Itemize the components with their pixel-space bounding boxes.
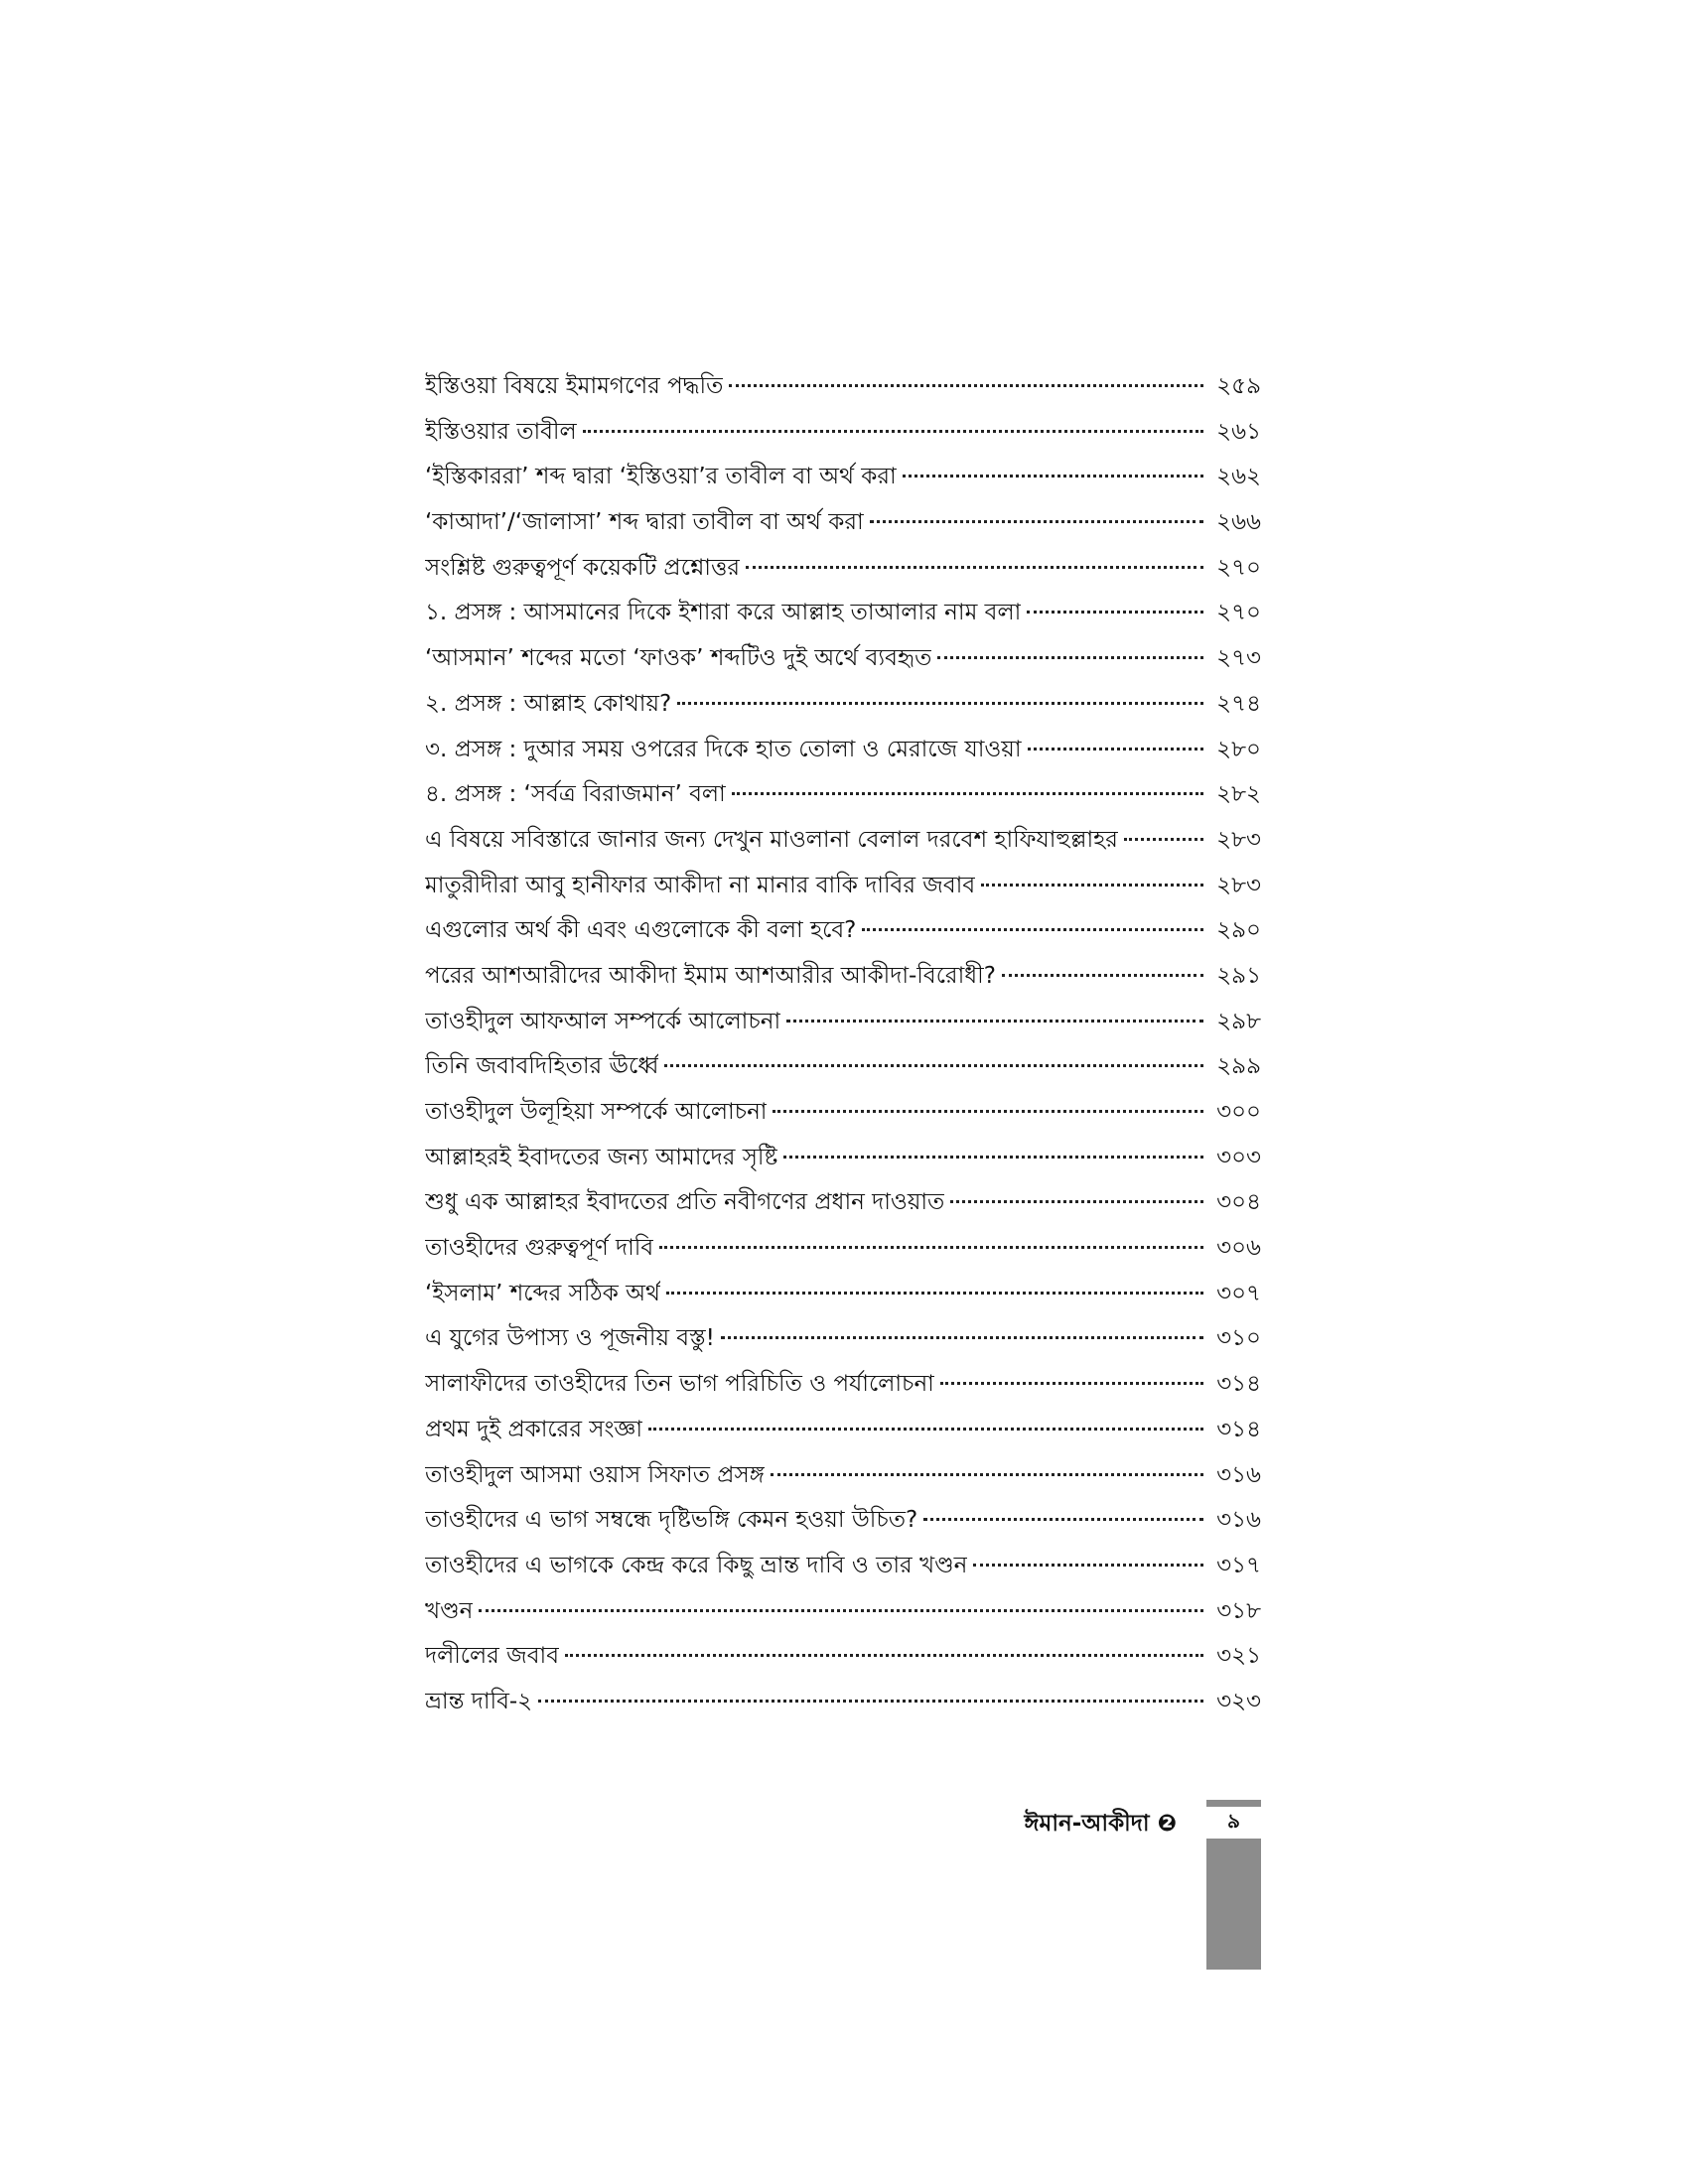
toc-entry-title: মাতুরীদীরা আবু হানীফার আকীদা না মানার বাকি দাবির জবাব (425, 872, 976, 898)
toc-entry (425, 1229, 1261, 1275)
toc-dot-leader (1027, 611, 1203, 614)
toc-dot-leader (1002, 974, 1203, 977)
toc-entry (425, 503, 1261, 549)
toc-dot-leader (479, 1609, 1203, 1612)
toc-entry-title: এ বিষয়ে সবিস্তারে জানার জন্য দেখুন মাওলানা বেলাল দরবেশ হাফিযাহুল্লাহর (425, 826, 1118, 853)
toc-entry (425, 1501, 1261, 1547)
toc-entry-title: তাওহীদের এ ভাগকে কেন্দ্র করে কিছু ভ্রান্ত দাবি ও তার খণ্ডন (425, 1552, 968, 1578)
toc-entry (425, 775, 1261, 821)
toc-entry-title: সালাফীদের তাওহীদের তিন ভাগ পরিচিতি ও পর্যালোচনা (425, 1371, 934, 1398)
toc-entry (425, 1411, 1261, 1456)
toc-dot-leader (937, 656, 1203, 659)
toc-entry (425, 1592, 1261, 1638)
toc-entry-page: ২৭০ (1216, 600, 1261, 626)
toc-entry-page: ৩১৪ (1216, 1371, 1261, 1398)
toc-entry-title: ‘আসমান’ শব্দের মতো ‘ফাওক’ শব্দটিও দুই অর্থে ব্যবহৃত (425, 645, 932, 672)
toc-entry (425, 731, 1261, 776)
toc-entry-title: ভ্রান্ত দাবি-২ (425, 1688, 533, 1714)
toc-dot-leader (729, 384, 1203, 387)
toc-dot-leader (950, 1200, 1203, 1203)
toc-entry (425, 1365, 1261, 1411)
toc-dot-leader (786, 1020, 1203, 1023)
toc-dot-leader (666, 1292, 1203, 1295)
toc-entry-page: ৩০৭ (1216, 1280, 1261, 1306)
toc-dot-leader (783, 1156, 1203, 1159)
toc-entry (425, 1319, 1261, 1365)
toc-entry (425, 1683, 1261, 1728)
toc-entry-title: এগুলোর অর্থ কী এবং এগুলোকে কী বলা হবে? (425, 917, 857, 944)
toc-dot-leader (870, 520, 1203, 523)
toc-entry (425, 367, 1261, 413)
toc-entry-page: ২৯৯ (1216, 1053, 1261, 1080)
toc-entry-title: তাওহীদুল আফআল সম্পর্কে আলোচনা (425, 1008, 781, 1034)
toc-entry-page: ২৮২ (1216, 781, 1261, 808)
toc-entry-page: ৩১৪ (1216, 1416, 1261, 1442)
toc-entry (425, 821, 1261, 867)
toc-entry-page: ২৭৩ (1216, 645, 1261, 672)
toc-entry-title: ‘ইসলাম’ শব্দের সঠিক অর্থ (425, 1280, 660, 1306)
toc-dot-leader (903, 475, 1203, 478)
toc-entry (425, 458, 1261, 503)
toc-entry-page: ৩১৬ (1216, 1461, 1261, 1488)
toc-entry-title: তাওহীদের এ ভাগ সম্বন্ধে দৃষ্টিভঙ্গি কেমন হওয়া উচিত? (425, 1507, 918, 1534)
toc-dot-leader (538, 1700, 1203, 1703)
toc-entry-page: ৩০৬ (1216, 1235, 1261, 1262)
toc-entry-page: ২৯৮ (1216, 1008, 1261, 1034)
toc-dot-leader (862, 928, 1203, 931)
toc-entry-page: ৩০০ (1216, 1099, 1261, 1125)
toc-entry-title: ইস্তিওয়ার তাবীল (425, 418, 577, 445)
running-footer-title: ঈমান-আকীদা ❷ (1024, 1811, 1177, 1837)
toc-entry (425, 413, 1261, 459)
toc-entry (425, 867, 1261, 912)
toc-entry-page: ২৮৩ (1216, 826, 1261, 853)
toc-entry-page: ৩০৪ (1216, 1189, 1261, 1216)
toc-dot-leader (1124, 838, 1203, 841)
toc-entry (425, 594, 1261, 639)
toc-entry (425, 1047, 1261, 1093)
toc-entry-title: ‘ইস্তিকাররা’ শব্দ দ্বারা ‘ইস্তিওয়া’র তাবীল বা অর্থ করা (425, 464, 897, 490)
toc-entry-title: ২. প্রসঙ্গ : আল্লাহ কোথায়? (425, 690, 672, 717)
toc-dot-leader (659, 1246, 1203, 1249)
toc-entry-page: ২৬২ (1216, 464, 1261, 490)
toc-entry (425, 549, 1261, 595)
toc-entry-page: ২৯০ (1216, 917, 1261, 944)
toc-dot-leader (732, 792, 1203, 795)
toc-entry-title: এ যুগের উপাস্য ও পূজনীয় বস্তু! (425, 1325, 715, 1352)
toc-entry-page: ৩১৮ (1216, 1597, 1261, 1624)
toc-entry (425, 1139, 1261, 1184)
toc-entry (425, 1547, 1261, 1592)
toc-dot-leader (923, 1518, 1203, 1521)
toc-entry-page: ২৭৪ (1216, 690, 1261, 717)
toc-entry-page: ২৭০ (1216, 554, 1261, 581)
toc-entry (425, 685, 1261, 731)
toc-dot-leader (981, 884, 1203, 887)
toc-entry (425, 1456, 1261, 1502)
toc-entry-page: ২৯১ (1216, 962, 1261, 989)
toc-dot-leader (648, 1428, 1203, 1431)
toc-entry-page: ২৬৬ (1216, 509, 1261, 536)
toc-entry-title: ৩. প্রসঙ্গ : দুআর সময় ওপরের দিকে হাত তোলা ও মেরাজে যাওয়া (425, 736, 1022, 762)
toc-entry-page: ২৫৯ (1216, 373, 1261, 399)
toc-dot-leader (677, 702, 1203, 705)
toc-entry-title: সংশ্লিষ্ট গুরুত্বপূর্ণ কয়েকটি প্রশ্নোত্তর (425, 554, 741, 581)
toc-entry (425, 639, 1261, 685)
toc-dot-leader (583, 430, 1203, 433)
toc-entry-page: ৩১৭ (1216, 1552, 1261, 1578)
toc-dot-leader (940, 1382, 1203, 1385)
toc-dot-leader (565, 1654, 1203, 1657)
table-of-contents (425, 367, 1261, 1728)
toc-dot-leader (1028, 748, 1203, 751)
toc-entry (425, 911, 1261, 957)
toc-entry-page: ৩২৩ (1216, 1688, 1261, 1714)
toc-entry-title: দলীলের জবাব (425, 1643, 559, 1670)
toc-entry-title: ১. প্রসঙ্গ : আসমানের দিকে ইশারা করে আল্লাহ তাআলার নাম বলা (425, 600, 1022, 626)
toc-entry-page: ৩২১ (1216, 1643, 1261, 1670)
toc-entry-title: তাওহীদুল উলূহিয়া সম্পর্কে আলোচনা (425, 1099, 768, 1125)
page-number: ৯ (1227, 1809, 1240, 1833)
toc-entry-title: পরের আশআরীদের আকীদা ইমাম আশআরীর আকীদা-বিরোধী? (425, 962, 996, 989)
toc-entry (425, 1275, 1261, 1320)
toc-entry-title: শুধু এক আল্লাহর ইবাদতের প্রতি নবীগণের প্রধান দাওয়াত (425, 1189, 945, 1216)
toc-entry (425, 1093, 1261, 1139)
toc-entry-title: তাওহীদুল আসমা ওয়াস সিফাত প্রসঙ্গ (425, 1461, 765, 1488)
toc-entry (425, 1003, 1261, 1048)
toc-entry-title: আল্লাহরই ইবাদতের জন্য আমাদের সৃষ্টি (425, 1144, 778, 1170)
toc-entry-page: ২৮০ (1216, 736, 1261, 762)
toc-entry-title: খণ্ডন (425, 1597, 474, 1624)
toc-dot-leader (746, 566, 1203, 569)
toc-dot-leader (771, 1473, 1203, 1476)
toc-entry-page: ৩১০ (1216, 1325, 1261, 1352)
toc-entry-title: ‘কাআদা’/‘জালাসা’ শব্দ দ্বারা তাবীল বা অর্থ করা (425, 509, 864, 536)
page-thumb-tab (1206, 1839, 1261, 1970)
toc-entry-title: প্রথম দুই প্রকারের সংজ্ঞা (425, 1416, 643, 1442)
toc-dot-leader (721, 1336, 1203, 1339)
toc-entry-title: ৪. প্রসঙ্গ : ‘সর্বত্র বিরাজমান’ বলা (425, 781, 726, 808)
toc-dot-leader (973, 1564, 1203, 1567)
toc-entry (425, 957, 1261, 1003)
toc-entry-page: ২৮৩ (1216, 872, 1261, 898)
toc-entry-title: ইস্তিওয়া বিষয়ে ইমামগণের পদ্ধতি (425, 373, 724, 399)
page-tab-top-strip (1206, 1800, 1261, 1807)
toc-dot-leader (773, 1110, 1203, 1113)
toc-entry-page: ৩১৬ (1216, 1507, 1261, 1534)
toc-entry (425, 1183, 1261, 1229)
toc-entry (425, 1637, 1261, 1683)
toc-entry-page: ৩০৩ (1216, 1144, 1261, 1170)
toc-dot-leader (664, 1064, 1203, 1067)
toc-entry-title: তিনি জবাবদিহিতার ঊর্ধ্বে (425, 1053, 659, 1080)
toc-entry-page: ২৬১ (1216, 418, 1261, 445)
toc-entry-title: তাওহীদের গুরুত্বপূর্ণ দাবি (425, 1235, 654, 1262)
